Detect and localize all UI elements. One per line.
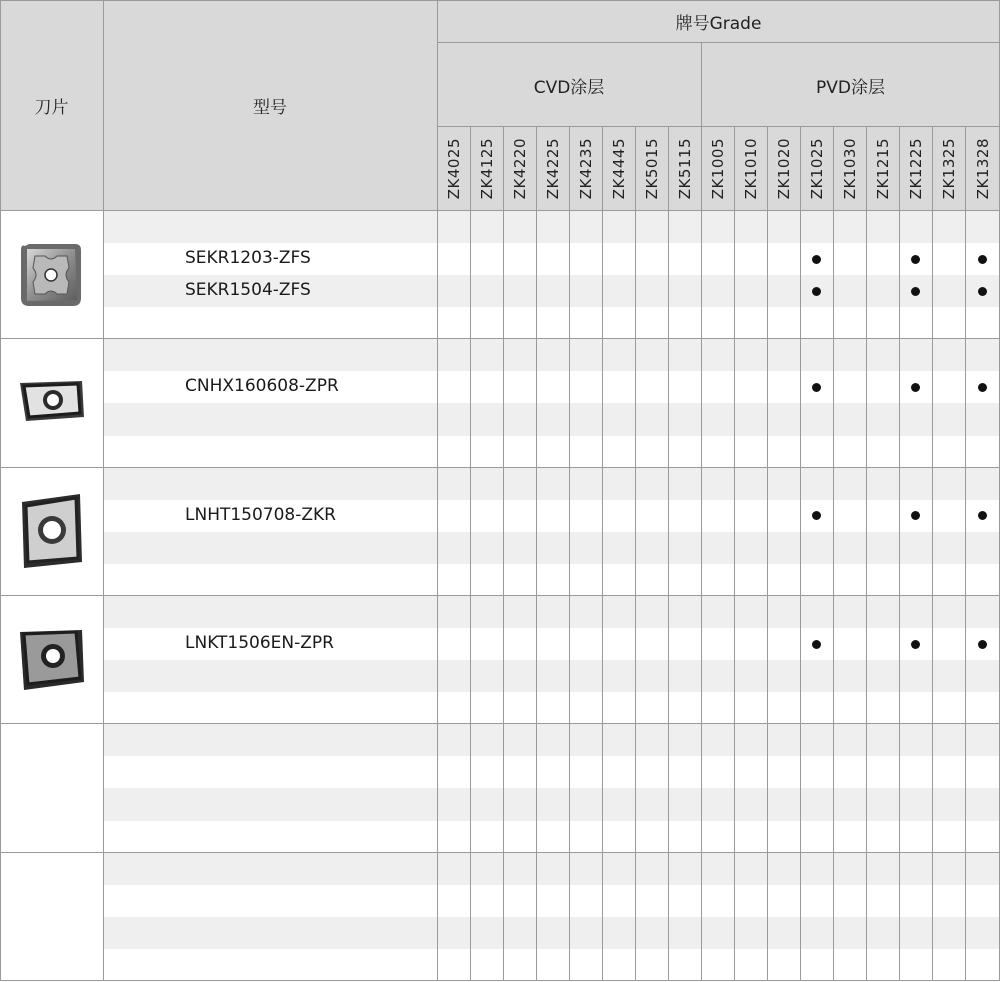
- grade-column-header: [701, 127, 734, 211]
- grade-available-dot: [978, 640, 987, 649]
- grade-column-header: [800, 127, 833, 211]
- square-insert-icon: [17, 240, 85, 310]
- grade-column-header: [734, 127, 767, 211]
- grade-column-divider: [668, 127, 669, 981]
- header-divider: [437, 126, 1000, 127]
- table-border: [0, 0, 1, 981]
- grade-column-label: ZK5015: [642, 138, 661, 200]
- cvd-header-label: CVD涂层: [533, 77, 605, 98]
- column-divider: [103, 0, 104, 981]
- grade-column-header: [437, 127, 470, 211]
- grade-column-label: ZK4125: [477, 138, 496, 200]
- grade-column-label: ZK4235: [576, 138, 595, 200]
- grade-column-label: ZK1030: [840, 138, 859, 200]
- grade-column-divider: [536, 127, 537, 981]
- group-divider: [0, 467, 1000, 468]
- grade-column-divider: [800, 127, 801, 981]
- grade-available-dot: [911, 255, 920, 264]
- grade-column-divider: [569, 127, 570, 981]
- model-name: SEKR1504-ZFS: [185, 280, 311, 301]
- group-divider: [0, 723, 1000, 724]
- grade-available-dot: [978, 255, 987, 264]
- header-divider: [437, 42, 1000, 43]
- grade-column-header: [767, 127, 800, 211]
- grade-column-header: [866, 127, 899, 211]
- grade-column-header: [536, 127, 569, 211]
- group-divider: [0, 595, 1000, 596]
- grade-available-dot: [978, 383, 987, 392]
- grade-available-dot: [812, 511, 821, 520]
- grade-column-divider: [833, 127, 834, 981]
- grade-available-dot: [978, 511, 987, 520]
- table-border: [0, 0, 1000, 1]
- grade-available-dot: [911, 511, 920, 520]
- grade-header: [437, 0, 1000, 43]
- model-header: [103, 0, 437, 211]
- grade-column-label: ZK1010: [741, 138, 760, 200]
- grade-available-dot: [911, 287, 920, 296]
- grade-column-header: [932, 127, 965, 211]
- grade-column-label: ZK1325: [939, 138, 958, 200]
- grade-column-header: [899, 127, 932, 211]
- column-divider: [437, 0, 438, 981]
- grade-available-dot: [812, 383, 821, 392]
- grade-column-label: ZK1225: [906, 138, 925, 200]
- grade-column-header: [668, 127, 701, 211]
- grade-column-label: ZK4445: [609, 138, 628, 200]
- grade-column-label: ZK1328: [973, 138, 992, 200]
- grade-available-dot: [812, 287, 821, 296]
- grade-available-dot: [978, 287, 987, 296]
- grade-column-divider: [866, 127, 867, 981]
- cvd-header: [437, 43, 701, 127]
- header-divider: [0, 210, 1000, 211]
- grade-column-divider: [767, 127, 768, 981]
- rhombic-insert-icon: [16, 377, 88, 425]
- grade-column-label: ZK1020: [774, 138, 793, 200]
- grade-column-header: [602, 127, 635, 211]
- pvd-header: [701, 43, 1000, 127]
- grade-column-label: ZK4220: [510, 138, 529, 200]
- grade-column-divider: [965, 127, 966, 981]
- grade-column-divider: [470, 127, 471, 981]
- tangential-insert-icon: [18, 492, 84, 570]
- grade-column-header: [833, 127, 866, 211]
- grade-column-divider: [602, 127, 603, 981]
- grade-column-divider: [503, 127, 504, 981]
- group-divider: [0, 338, 1000, 339]
- grade-available-dot: [911, 383, 920, 392]
- grade-column-header: [569, 127, 602, 211]
- grade-column-label: ZK4025: [444, 138, 463, 200]
- grade-column-label: ZK1215: [873, 138, 892, 200]
- model-name: LNHT150708-ZKR: [185, 504, 336, 525]
- grade-column-label: ZK5115: [675, 138, 694, 200]
- grade-column-divider: [734, 127, 735, 981]
- grade-header-label: 牌号Grade: [675, 14, 762, 34]
- grade-column-header: [503, 127, 536, 211]
- grade-available-dot: [911, 640, 920, 649]
- insert-header: [0, 0, 103, 211]
- model-name: SEKR1203-ZFS: [185, 248, 311, 269]
- grade-available-dot: [812, 640, 821, 649]
- table-border: [0, 980, 1000, 981]
- grade-column-label: ZK1005: [708, 138, 727, 200]
- grade-column-label: ZK4225: [543, 138, 562, 200]
- grade-column-divider: [701, 43, 702, 981]
- grade-column-header: [470, 127, 503, 211]
- model-name: LNKT1506EN-ZPR: [185, 633, 334, 654]
- model-name: CNHX160608-ZPR: [185, 376, 339, 397]
- grade-column-header: [635, 127, 668, 211]
- grade-column-divider: [932, 127, 933, 981]
- model-header-label: 型号: [253, 98, 287, 118]
- pvd-header-label: PVD涂层: [816, 77, 885, 98]
- tangential-insert-dark-icon: [18, 628, 86, 692]
- grade-column-header: [965, 127, 1000, 211]
- grade-column-divider: [899, 127, 900, 981]
- grade-column-divider: [635, 127, 636, 981]
- insert-header-label: 刀片: [34, 98, 69, 118]
- grade-available-dot: [812, 255, 821, 264]
- grade-column-label: ZK1025: [807, 138, 826, 200]
- group-divider: [0, 852, 1000, 853]
